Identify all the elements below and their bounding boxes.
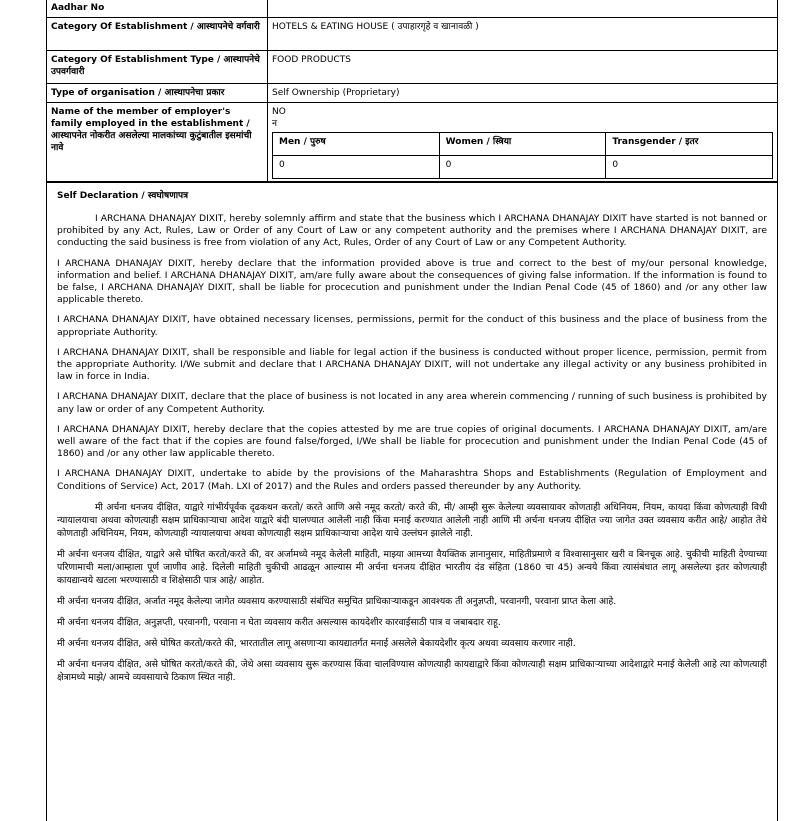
aadhar-label: Aadhar No [47,0,268,18]
declaration-mr-paragraph: मी अर्चना धनजय दीक्षित, असे घोषित करतो/करते की, भारतातील लागू असणाऱ्या कायद्यातर्गत मनाई असलेले बेकायदेशीर कृत्य अथवा व्यवसाय करणार नाही. [57,637,576,649]
org-type-value: Self Ownership (Proprietary) [268,84,778,103]
aadhar-row [47,0,778,18]
category-type-value: FOOD PRODUCTS [268,51,778,84]
transgender-header: Transgender / इतर [606,133,773,156]
women-count: 0 [439,156,606,179]
women-header: Women / स्त्रिया [439,133,606,156]
family-count-table [272,132,773,179]
category-label: Category Of Establishment / आस्थापनेचे वर्गवारी [47,18,268,51]
declaration-en-paragraph: I ARCHANA DHANAJAY DIXIT, shall be responsible and liable for legal action if the business is conducted without proper licence, permission, permit from the appropriate Authority. I/We submit and declare that I ARCHANA DHANAJAY DIXIT, will not undertake any illegal activity or any business prohibited in law in force in India. [57,346,767,383]
declaration-en-paragraph: I ARCHANA DHANAJAY DIXIT, hereby solemnly affirm and state that the business which I ARCHANA DHANAJAY DIXIT have started is not banned or prohibited by any Act, Rules, Law or Order of any Court of Law or any competent authority and the premises where I ARCHANA DHANAJAY DIXIT, are conducting the said business is free from violation of any Act, Rules, Order of any Court of Law or any Competent Authority. [57,213,767,249]
declaration-en-paragraph: I ARCHANA DHANAJAY DIXIT, undertake to abide by the provisions of the Maharashtra Shops and Establishments (Regulation of Employment and Conditions of Service) Act, 2017 (Mah. LXI of 2017) and the Rules and orders passed thereunder by any Authority. [57,468,767,492]
declaration-title: Self Declaration / स्वघोषणापत्र [57,191,189,201]
category-value: HOTELS & EATING HOUSE ( उपाहारगृहे व खानावळी ) [268,18,778,51]
org-type-row [47,84,778,103]
family-label: Name of the member of employer's family employed in the establishment / आस्थापनेत नोकरीत असलेल्या मालकांच्या कुटुंबातील इसमांची नावे [47,103,268,183]
declaration-en-paragraph: I ARCHANA DHANAJAY DIXIT, have obtained necessary licenses, permissions, permit for the conduct of this business and the place of business from the appropriate Authority. [57,314,767,338]
family-value-cell [268,103,778,183]
declaration-mr-paragraph: मी अर्चना धनजय दीक्षित, अनुज्ञप्ती, परवानगी, परवाना न घेता व्यवसाय करीत असल्यास कायदेशीर कारवाईसाठी पात्र व जबाबदार राहू. [57,616,501,628]
category-type-row [47,51,778,84]
declaration-en-paragraph: I ARCHANA DHANAJAY DIXIT, declare that the place of business is not located in any area wherein commencing / running of such business is prohibited by any law or order of any Competent Authority. [57,391,767,415]
self-declaration-section [46,181,778,821]
org-type-label: Type of organisation / आस्थापनेचा प्रकार [47,84,268,103]
declaration-mr-paragraph: मी अर्चना धनजय दीक्षित, याद्वारे गांभीर्यपूर्वक दृढकथन करतो/ करते आणि असे नमूद करतो/ करते की, मी/ आम्ही सुरू केलेल्या व्यवसायावर कोणताही अधिनियम, नियम, कायदा किंवा कोणत्याही विधी न्यायालयाचा अथवा कोणत्याही सक्षम प्राधिकाऱ्याचा आदेश याद्वारे बंदी घालण्यात आलेली नाही किंवा मनाई करण्यात आलेली नाही आणि मी अर्चना धनजय दीक्षित ज्या जागेत उक्त व्यवसाय करीत आहे/ आहोत तेथे कोणताही अधिनियम, नियम, कोणत्याही न्यायालयाचा अथवा कोणत्याही सक्षम प्राधिकाऱ्याचा आदेश याचे उल्लंघन झालेले नाही. [57,501,767,539]
declaration-mr-paragraph: मी अर्चना धनजय दीक्षित, याद्वारे असे घोषित करतो/करते की, वर अर्जामध्ये नमूद केलेली माहिती, माझ्या आमच्या वैयक्तिक ज्ञानानुसार, माहितीप्रमाणे व विश्वासानुसार खरी व बिनचूक आहे. चुकीची माहिती देण्याच्या परिणामाची मला/आम्हाला पूर्ण जाणीव आहे. दिलेली माहिती चुकीची आढळून आल्यास मी अर्चना धनजय दीक्षित भारतीय दंड संहिता (1860 चा 45) अन्वये किंवा त्यासंबंधात लागू असलेल्या इतर कोणत्याही कायद्यान्वये खटला भरण्यासाठी व शिक्षेसाठी पात्र आहे/ आहोत. [57,548,767,586]
declaration-en-paragraph: I ARCHANA DHANAJAY DIXIT, hereby declare that the copies attested by me are true copies of original documents. I ARCHANA DHANAJAY DIXIT, am/are well aware of the fact that if the copies are found false/forged, I/We shall be liable for procecution and punishment under the Indian Penal Code (45 of 1860) and /or any other law applicable thereto. [57,423,767,460]
transgender-count: 0 [606,156,773,179]
category-type-label: Category Of Establishment Type / आस्थापनेचे उपवर्गवारी [47,51,268,84]
establishment-details-table [46,0,778,183]
men-header: Men / पुरुष [273,133,440,156]
men-count: 0 [273,156,440,179]
declaration-mr-paragraph: मी अर्चना धनजय दीक्षित, असे घोषित करतो/करते की, जेथे असा व्यवसाय सुरू करण्यास किंवा चालविण्यास कोणत्याही कायद्याद्वारे किंवा कोणत्याही सक्षम प्राधिकाऱ्याच्या आदेशाद्वारे मनाई केलेली आहे त्या कोणत्याही क्षेत्रामध्ये माझे/ आमचे व्यवसायाचे ठिकाण स्थित नाही. [57,658,767,683]
category-row [47,18,778,51]
family-row [47,103,778,183]
declaration-mr-paragraph: मी अर्चना धनजय दीक्षित, अर्जात नमूद केलेल्या जागेत व्यवसाय करण्यासाठी संबंधित समुचित प्राधिकाऱ्याकडून आवश्यक ती अनुज्ञप्ती, परवानगी, परवाना प्राप्त केला आहे. [57,595,617,607]
declaration-en-paragraph: I ARCHANA DHANAJAY DIXIT, hereby declare that the information provided above is true and correct to the best of my/our personal knowledge, information and belief. I ARCHANA DHANAJAY DIXIT, am/are fully aware about the consequences of giving false information. If the information is found to be false, I ARCHANA DHANAJAY DIXIT, shall be liable for procecution and punishment under the Indian Penal Code (45 of 1860) and /or any other law applicable thereto. [57,257,767,306]
family-value-en: NO [272,107,286,117]
family-value-mr: न [272,119,277,129]
aadhar-value [268,0,778,18]
